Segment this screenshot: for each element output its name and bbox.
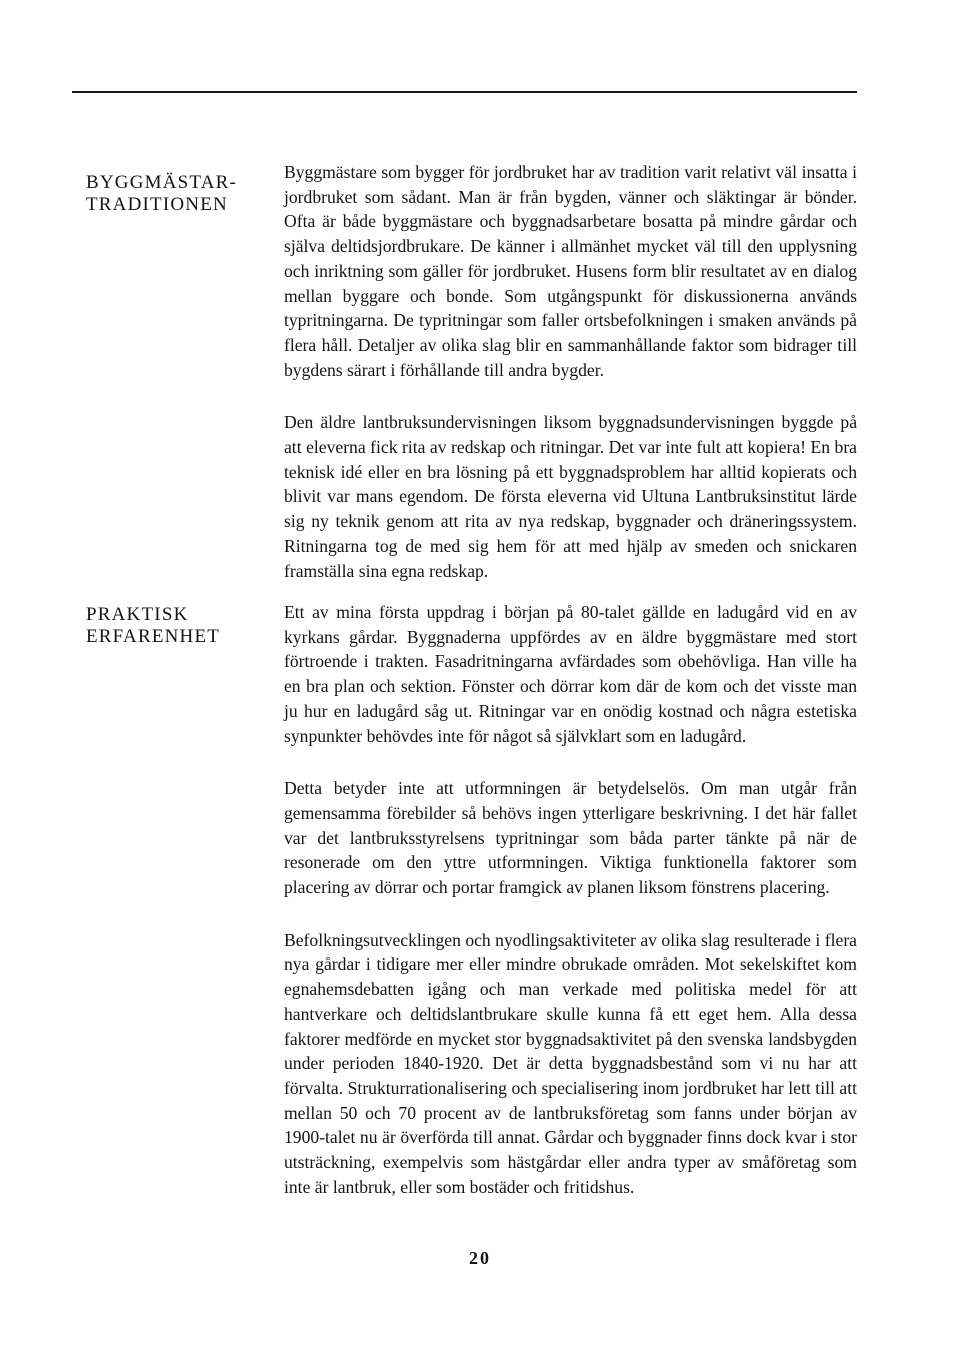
page-number: 20 [469, 1248, 491, 1268]
heading-line: PRAKTISK [86, 604, 189, 625]
paragraph: Byggmästare som bygger för jordbruket har av tradition varit relativt väl insatta i jordbruket som sådant. Man är från bygden, vänner och släktingar är bönder. Ofta är både byggmästare och byggnadsarbetare bosatta på mindre gårdar och själva deltidsjordbrukare. De känner i allmänhet mycket väl till den upplysning och inriktning som gäller för jordbruket. Husens form blir resultatet av en dialog mellan byggare och bonde. Som utgångspunkt för diskussionerna används typritningarna. De typritningar som faller ortsbefolkningen i smaken används på flera håll. Detaljer av olika slag blir en sammanhållande faktor som bidrager till bygdens särart i förhållande till andra bygder. [284, 162, 857, 380]
paragraph: Detta betyder inte att utformningen är betydelselös. Om man utgår från gemensamma förebilder så behövs ingen ytterligare beskrivning. I det här fallet var det lantbruksstyrelsens typritningar som båda parter tänkte på när de resonerade om den yttre utformningen. Viktiga funktionella faktorer som placering av dörrar och portar framgick av planen liksom fönstrens placering. [284, 778, 857, 898]
paragraph: Ett av mina första uppdrag i början på 80-talet gällde en ladugård vid en av kyrkans gårdar. Byggnaderna uppfördes av en äldre byggmästare med stort förtroende i trakten. Fasadritningarna avfärdades som obehövliga. Han ville ha en bra plan och sektion. Fönster och dörrar kom där de kom och det visste man ju hur en ladugård såg ut. Ritningar var en onödig kostnad och några estetiska synpunkter behövdes inte för något så självklart som en ladugård. [284, 602, 857, 746]
heading-line: ERFARENHET [86, 626, 221, 647]
paragraph: Befolkningsutvecklingen och nyodlingsaktiviteter av olika slag resulterade i flera nya gårdar i tidigare mer eller mindre obrukade områden. Mot sekelskiftet kom egnahemsdebatten igång och man verkade med politiska medel för att hantverkare och deltidslantbrukare skulle kunna få ett eget hem. Alla dessa faktorer medförde en mycket stor byggnadsaktivitet på den svenska landsbygden under perioden 1840-1920. Det är detta byggnadsbestånd som vi nu har att förvalta. Strukturrationalisering och specialisering inom jordbruket har lett till att mellan 50 och 70 procent av de lantbruksföretag som fanns under början av 1900-talet nu är överförda till annat. Gårdar och byggnader finns dock kvar i stor utsträckning, exempelvis som hästgårdar eller andra typer av småföretag som inte är lantbruk, eller som bostäder och fritidshus. [284, 929, 857, 1197]
section-body [284, 600, 857, 1227]
top-rule [72, 91, 857, 93]
paragraph: Den äldre lantbruksundervisningen liksom byggnadsundervisningen byggde på att eleverna fick rita av redskap och ritningar. Det var inte fult att kopiera! En bra teknisk idé eller en bra lösning på ett byggnadsproblem har alltid kopierats och blivit var mans egendom. De första eleverna vid Ultuna Lantbruksinstitut lärde sig ny teknik genom att rita av nya redskap, byggnader och dräneringssystem. Ritningarna tog de med sig hem för att med hjälp av smeden och snickaren framställa sina egna redskap. [284, 412, 857, 581]
section-heading [86, 172, 258, 216]
section-body [284, 160, 857, 611]
heading-line: BYGGMÄSTAR- [86, 172, 238, 193]
section-heading [86, 604, 258, 648]
heading-line: TRADITIONEN [86, 194, 228, 215]
